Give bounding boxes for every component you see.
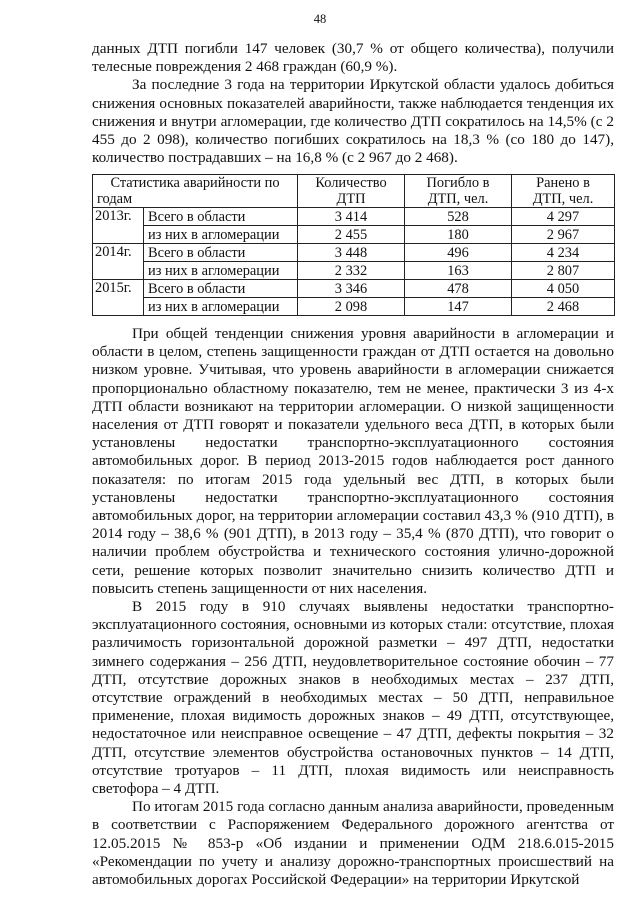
accident-count-cell: 2 455 (298, 226, 405, 244)
row-label: из них в агломерации (144, 262, 298, 280)
table-header-row (93, 175, 615, 208)
row-label: Всего в области (144, 208, 298, 226)
intro-text (92, 40, 614, 167)
row-label: Всего в области (144, 280, 298, 298)
row-label: из них в агломерации (144, 298, 298, 316)
accident-count-cell: 3 448 (298, 244, 405, 262)
injured-cell: 2 967 (512, 226, 615, 244)
body-text (92, 325, 614, 889)
table-row (93, 244, 615, 262)
injured-cell: 2 807 (512, 262, 615, 280)
accident-count-cell: 3 346 (298, 280, 405, 298)
accident-statistics-table (92, 174, 615, 316)
injured-cell: 4 050 (512, 280, 615, 298)
table-row (93, 208, 615, 226)
body-paragraph-1: При общей тенденции снижения уровня аварийности в агломерации и области в целом, степень защищенности граждан от ДТП остается на довольно низком уровне. Учитывая, что уровень аварийности в агломерации снижается пропорционально областному показателю, тем не менее, практически 3 из 4-х ДТП области возникают на территории агломерации. О низкой защищенности населения от ДТП говорят и показатели удельного веса ДТП, в которых были установлены недостатки транспортно-эксплуатационного состояния автомобильных дорог. В период 2013-2015 годов наблюдается рост данного показателя: по итогам 2015 года удельный вес ДТП, в которых были установлены недостатки транспортно-эксплуатационного состояния автомобильных дорог, на территории агломерации составил 43,3 % (910 ДТП), в 2014 году – 38,6 % (901 ДТП), в 2013 году – 35,4 % (870 ДТП), что говорит о наличии проблем обустройства и технического состояния улично-дорожной сети, решение которых позволит значительно снизить количество ДТП и повысить степень защищенности от них населения. (92, 325, 614, 597)
accident-count-cell: 2 098 (298, 298, 405, 316)
killed-cell: 180 (405, 226, 512, 244)
row-label: из них в агломерации (144, 226, 298, 244)
table-row (93, 262, 615, 280)
header-injured: Ранено в ДТП, чел. (512, 175, 615, 208)
header-statistics: Статистика аварийности по годам (93, 175, 298, 208)
year-cell: 2014г. (93, 244, 144, 280)
killed-cell: 528 (405, 208, 512, 226)
page-number: 48 (313, 12, 327, 26)
intro-paragraph-2: За последние 3 года на территории Иркутской области удалось добиться снижения основных показателей аварийности, также наблюдается тенденция их снижения и внутри агломерации, где количество ДТП сократилось на 14,5% (с 2 455 до 2 098), количество погибших сократилось на 18,3 % (со 180 до 147), количество пострадавших – на 16,8 % (с 2 967 до 2 468). (92, 76, 614, 167)
table-row (93, 298, 615, 316)
year-cell: 2015г. (93, 280, 144, 316)
killed-cell: 496 (405, 244, 512, 262)
body-paragraph-3: По итогам 2015 года согласно данным анализа аварийности, проведенным в соответствии с Распоряжением Федерального дорожного агентства от 12.05.2015 № 853-р «Об издании и применении ОДМ 218.6.015-2015 «Рекомендации по учету и анализу дорожно-транспортных происшествий на автомобильных дорогах Российской Федерации» на территории Иркутской (92, 798, 615, 889)
body-paragraph-2: В 2015 году в 910 случаях выявлены недостатки транспортно-эксплуатационного состояния, основными из которых стали: отсутствие, плохая различимость горизонтальной дорожной разметки – 497 ДТП, недостатки зимнего содержания – 256 ДТП, неудовлетворительное состояние обочин – 77 ДТП, отсутствие дорожных знаков в необходимых местах – 237 ДТП, отсутствие ограждений в необходимых местах – 50 ДТП, неправильное применение, плохая видимость дорожных знаков – 49 ДТП, отсутствующее, недостаточное или неисправное освещение – 47 ДТП, дефекты покрытия – 32 ДТП, отсутствие элементов обустройства остановочных пунктов – 14 ДТП, отсутствие тротуаров – 11 ДТП, плохая видимость или неисправность светофора – 4 ДТП. (92, 598, 614, 798)
intro-paragraph-1: данных ДТП погибли 147 человек (30,7 % от общего количества), получили телесные повреждения 2 468 граждан (60,9 %). (92, 40, 614, 76)
injured-cell: 4 234 (512, 244, 615, 262)
accident-count-cell: 3 414 (298, 208, 405, 226)
accident-count-cell: 2 332 (298, 262, 405, 280)
table-row (93, 280, 615, 298)
header-accident-count: Количество ДТП (298, 175, 405, 208)
killed-cell: 163 (405, 262, 512, 280)
injured-cell: 4 297 (512, 208, 615, 226)
header-killed: Погибло в ДТП, чел. (405, 175, 512, 208)
row-label: Всего в области (144, 244, 298, 262)
table-row (93, 226, 615, 244)
year-cell: 2013г. (93, 208, 144, 244)
injured-cell: 2 468 (512, 298, 615, 316)
killed-cell: 478 (405, 280, 512, 298)
killed-cell: 147 (405, 298, 512, 316)
